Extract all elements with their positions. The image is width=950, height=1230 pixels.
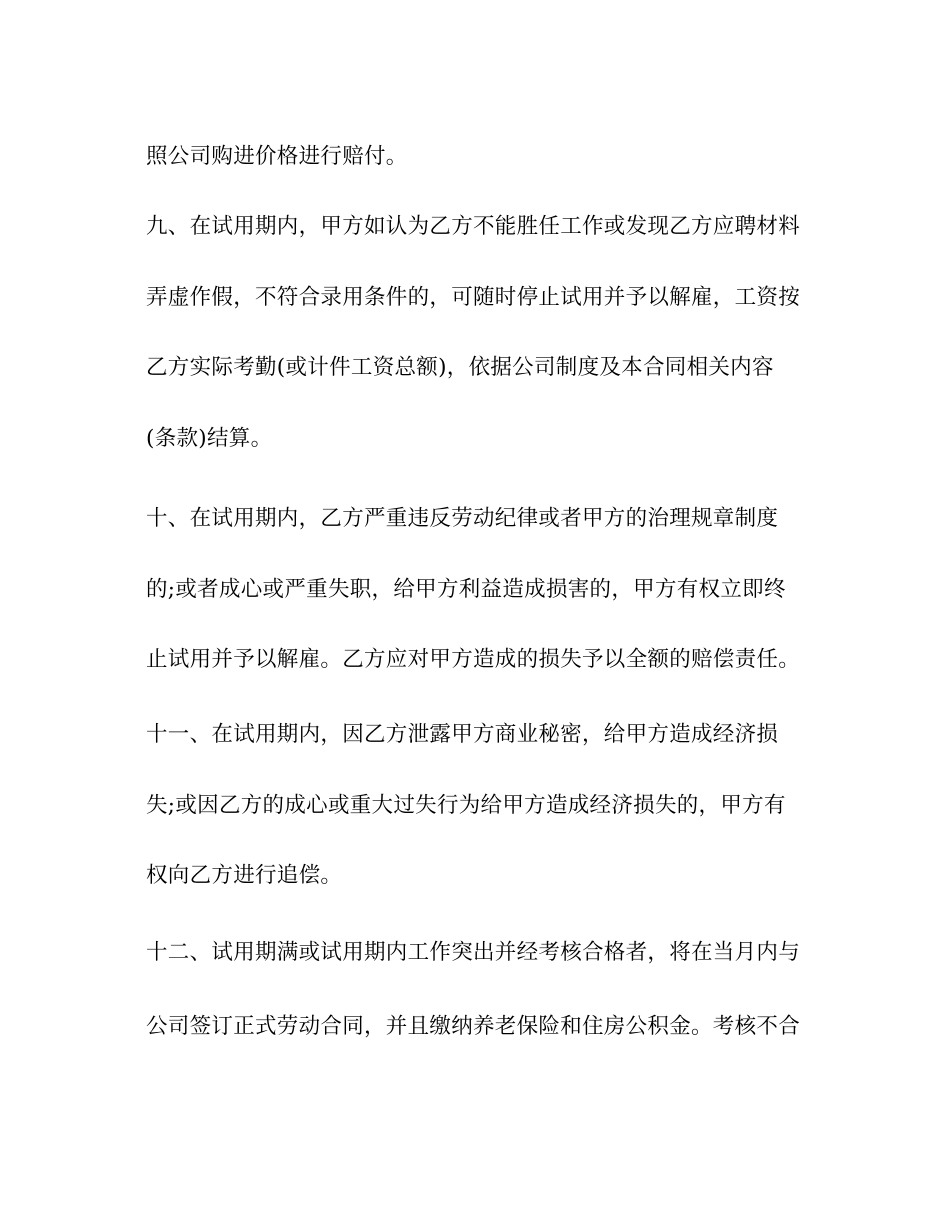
text-line: 失;或因乙方的成心或重大过失行为给甲方造成经济损失的，甲方有 <box>146 793 786 818</box>
text-line: 九、在试用期内，甲方如认为乙方不能胜任工作或发现乙方应聘材料 <box>146 214 801 239</box>
text-line: 乙方实际考勤(或计件工资总额)，依据公司制度及本合同相关内容 <box>146 355 774 380</box>
text-line: 照公司购进价格进行赔付。 <box>146 144 408 169</box>
text-line: 十一、在试用期内，因乙方泄露甲方商业秘密，给甲方造成经济损 <box>146 722 779 747</box>
text-line: 止试用并予以解雇。乙方应对甲方造成的损失予以全额的赔偿责任。 <box>146 647 801 672</box>
text-line: 公司签订正式劳动合同，并且缴纳养老保险和住房公积金。考核不合 <box>146 1014 801 1039</box>
text-line: 弄虚作假，不符合录用条件的，可随时停止试用并予以解雇，工资按 <box>146 285 801 310</box>
text-line: 的;或者成心或严重失职，给甲方利益造成损害的，甲方有权立即终 <box>146 577 786 602</box>
text-line: 十二、试用期满或试用期内工作突出并经考核合格者，将在当月内与 <box>146 940 801 965</box>
text-line: 权向乙方进行追偿。 <box>146 863 343 888</box>
text-line: 十、在试用期内，乙方严重违反劳动纪律或者甲方的治理规章制度 <box>146 506 779 531</box>
text-line: (条款)结算。 <box>146 426 273 451</box>
